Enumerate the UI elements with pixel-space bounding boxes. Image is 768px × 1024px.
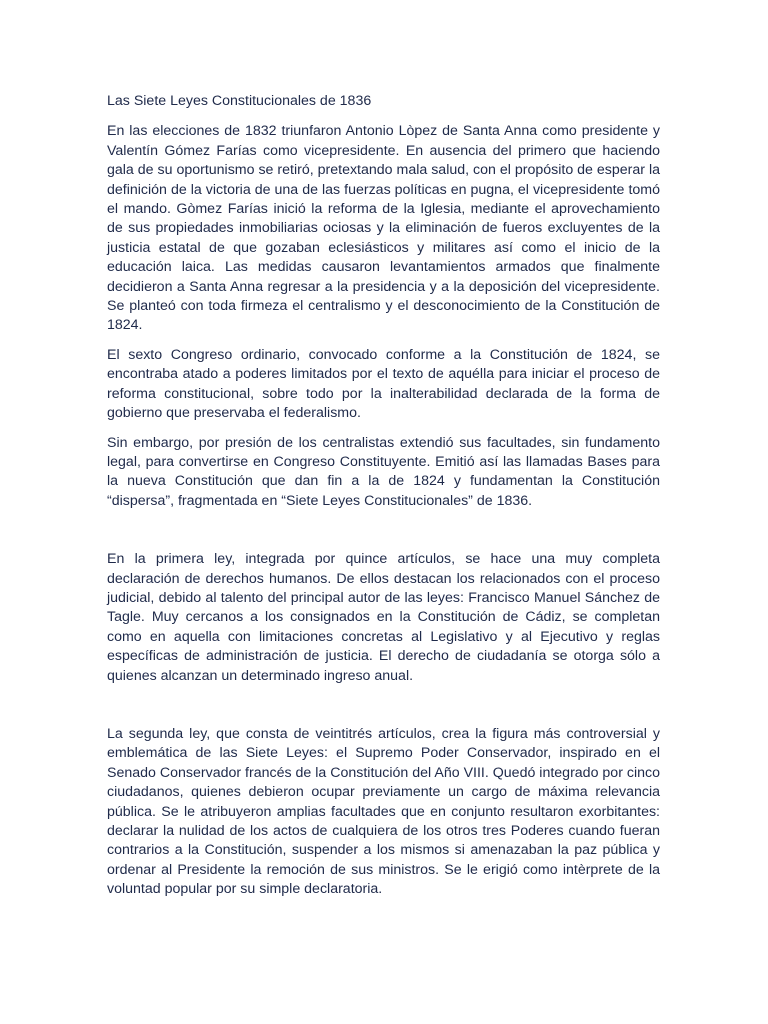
paragraph-first-law: En la primera ley, integrada por quince artículos, se hace una muy completa declaración de derechos humanos. De ellos destacan los relacionados con el proceso judicial, debido al talento del principal autor de las leyes: Francisco Manuel Sánchez de Tagle. Muy cercanos a los consignados en la Constitución de Cádiz, se completan como en aquella con limitaciones concretas al Legislativo y al Ejecutivo y reglas específicas de administración de justicia. El derecho de ciudadanía se otorga sólo a quienes alcanzan un determinado ingreso anual.	[107, 551, 660, 684]
paragraph-constituent-congress: Sin embargo, por presión de los centralistas extendió sus facultades, sin fundamento legal, para convertirse en Congreso Constituyente. Emitió así las llamadas Bases para la nueva Constitución que dan fin a la de 1824 y fundamentan la Constitución “dispersa”, fragmentada en “Siete Leyes Constitucionales” de 1836.	[107, 434, 660, 509]
document-title: Las Siete Leyes Constitucionales de 1836	[107, 93, 372, 109]
paragraph-elections-1832: En las elecciones de 1832 triunfaron Antonio Lòpez de Santa Anna como presidente y Valentín Gómez Farías como vicepresidente. En ausencia del primero que haciendo gala de su oportunismo se retiró, pretextando mala salud, con el propósito de esperar la definición de la victoria de una de las fuerzas políticas en pugna, el vicepresidente tomó el mando. Gòmez Farías inició la reforma de la Iglesia, mediante el aprovechamiento de sus propiedades inmobiliarias ociosas y la eliminación de fueros excluyentes de la justicia estatal de que gozaban eclesiásticos y militares así como el inicio de la educación laica. Las medidas causaron levantamientos armados que finalmente decidieron a Santa Anna regresar a la presidencia y a la deposición del vicepresidente. Se planteó con toda firmeza el centralismo y el desconocimiento de la Constitución de 1824.	[107, 123, 660, 334]
paragraph-spacer	[107, 696, 660, 725]
paragraph-second-law: La segunda ley, que consta de veintitrés artículos, crea la figura más controversial y emblemática de las Siete Leyes: el Supremo Poder Conservador, inspirado en el Senado Conservador francés de la Constitución del Año VIII. Quedó integrado por cinco ciudadanos, quienes debieron ocupar previamente un cargo de máxima relevancia pública. Se le atribuyeron amplias facultades que en conjunto resultaron exorbitantes: declarar la nulidad de los actos de cualquiera de los otros tres Poderes cuando fueran contrarios a la Constitución, suspender a los mismos si amenazaban la paz pública y ordenar al Presidente la remoción de sus ministros. Se le erigió como intèrprete de la voluntad popular por su simple declaratoria.	[107, 725, 660, 898]
paragraph-spacer	[107, 521, 660, 550]
paragraph-sixth-congress: El sexto Congreso ordinario, convocado conforme a la Constitución de 1824, se encontraba atado a poderes limitados por el texto de aquélla para iniciar el proceso de reforma constitucional, sobre todo por la inalterabilidad declarada de la forma de gobierno que preservaba el federalismo.	[107, 346, 660, 422]
document-page	[107, 92, 660, 910]
